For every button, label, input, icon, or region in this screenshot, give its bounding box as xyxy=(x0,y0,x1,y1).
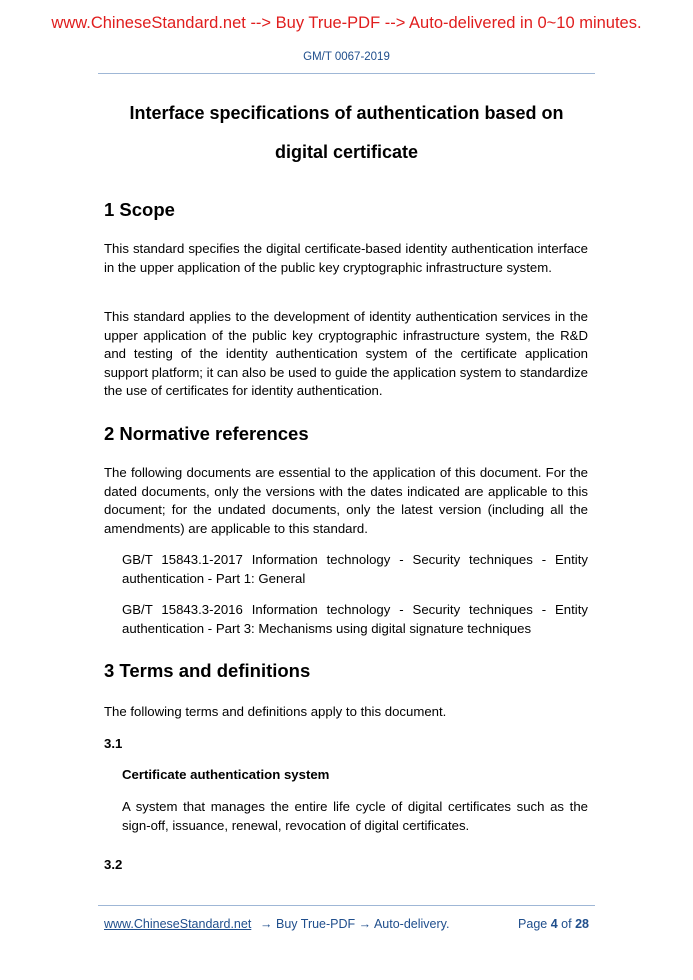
footer-divider xyxy=(98,905,595,906)
standard-code: GM/T 0067-2019 xyxy=(303,51,390,63)
terms-intro: The following terms and definitions apply to this document. xyxy=(104,704,447,719)
page-total: 28 xyxy=(575,917,589,931)
scope-paragraph-1: This standard specifies the digital certificate-based identity authentication interface in the upper application of the public key cryptographic infrastructure system. xyxy=(104,241,588,275)
scope-paragraph-2: This standard applies to the development of identity authentication services in the upper application of the public key cryptographic infrastructure system, the R&D and testing of the identity authentication system of the certificate application support platform; it can also be used to guide the application system to standardize the use of certificates for identity authentication. xyxy=(104,309,588,398)
section-heading-normative-references: 2 Normative references xyxy=(104,423,309,444)
term-definition: A system that manages the entire life cycle of digital certificates such as the sign-off, issuance, renewal, revocation of digital certificates. xyxy=(122,799,588,833)
document-title xyxy=(100,94,593,172)
footer-buy-text: Buy True-PDF xyxy=(275,917,356,931)
arrow-right-icon: → xyxy=(358,917,372,931)
normative-paragraph: The following documents are essential to the application of this document. For the dated documents, only the versions with the dates indicated are applicable to this document; for the undated documents, only the latest version (including all the amendments) are applicable to this standard. xyxy=(104,465,588,536)
arrow-right-icon: → xyxy=(260,917,273,931)
header-divider xyxy=(98,73,595,74)
page-label: Page xyxy=(518,917,548,931)
term-number: 3.2 xyxy=(104,857,123,872)
footer-purchase-info xyxy=(260,917,449,931)
reference-item: GB/T 15843.1-2017 Information technology - Security techniques - Entity authentication - Part 1: General xyxy=(122,552,588,586)
page-current: 4 xyxy=(550,917,558,931)
page-footer xyxy=(104,917,589,935)
page-of: of xyxy=(561,917,572,931)
document-title-line-1: Interface specifications of authentication based on xyxy=(129,103,564,123)
section-heading-terms: 3 Terms and definitions xyxy=(104,660,311,681)
footer-site-link[interactable]: www.ChineseStandard.net xyxy=(104,917,252,931)
term-name: Certificate authentication system xyxy=(122,767,330,782)
page-number xyxy=(518,917,589,931)
reference-item: GB/T 15843.3-2016 Information technology - Security techniques - Entity authentication - Part 3: Mechanisms using digital signature techniques xyxy=(122,602,588,636)
section-heading-scope: 1 Scope xyxy=(104,199,175,220)
footer-delivery-text: Auto-delivery. xyxy=(373,917,450,931)
document-title-line-2: digital certificate xyxy=(274,142,419,162)
term-number: 3.1 xyxy=(104,736,123,751)
top-banner[interactable]: www.ChineseStandard.net --> Buy True-PDF --> Auto-delivered in 0~10 minutes. xyxy=(51,14,642,32)
